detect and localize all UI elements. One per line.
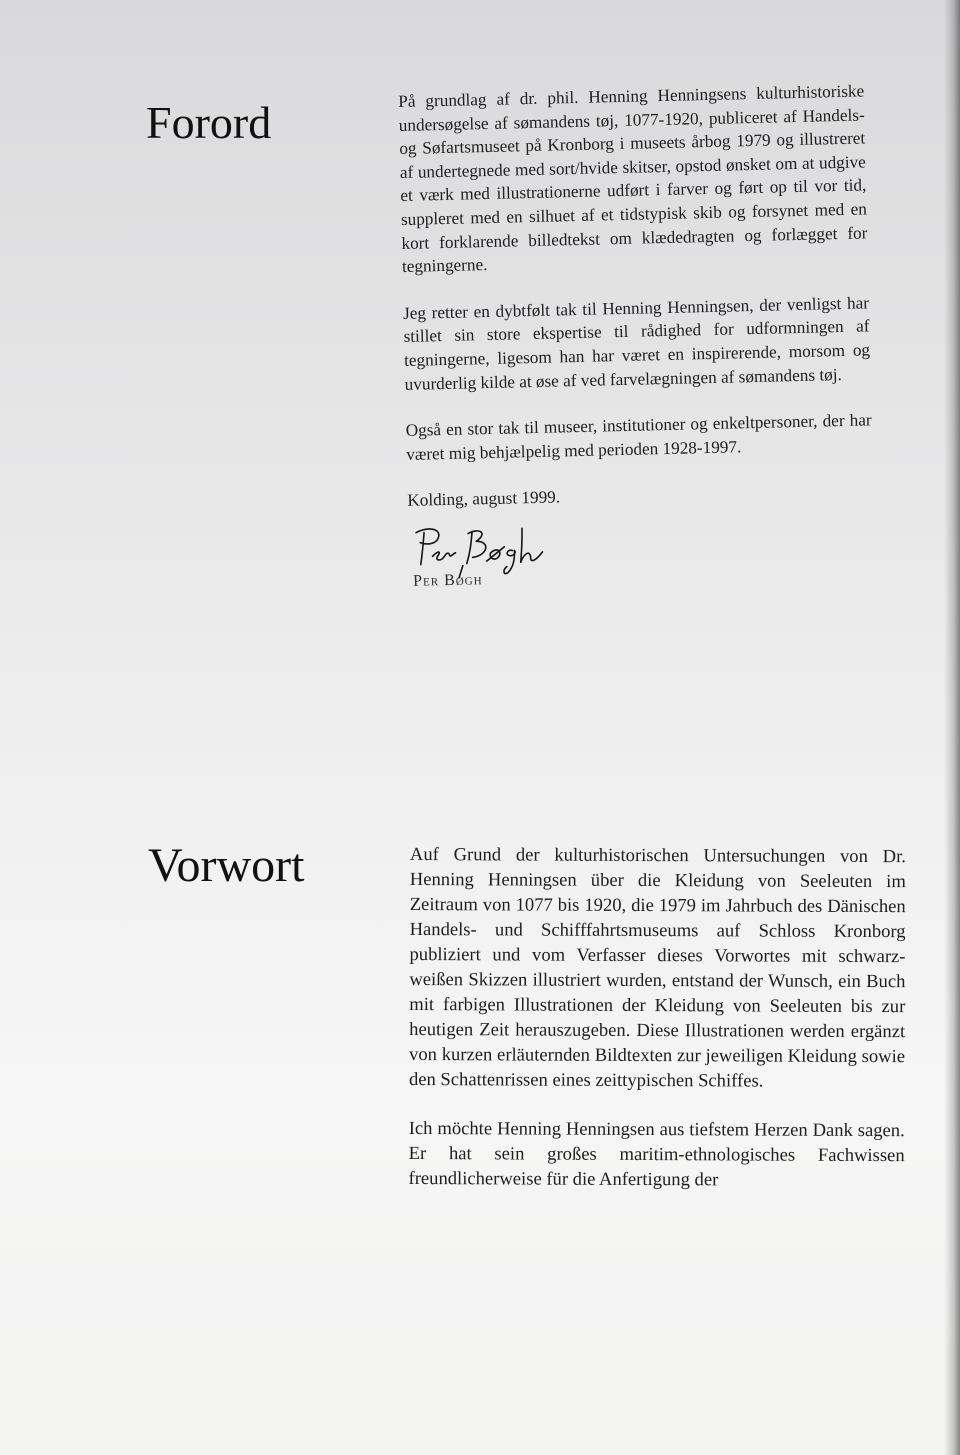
forord-paragraph-1: På grundlag af dr. phil. Henning Henningsens kulturhistoriske undersøgelse af sømandens tøj, 1077-1920, publiceret af Handels- og Søfartsmuseet på Kronborg i museets årbog 1979 og illustreret af undertegnede med sort/hvide skitser, opstod ønsket om at udgive et værk med illustrationerne udført i farver og ført op til vor tid, suppleret med en silhuet af et tidstypisk skib og forsynet med en kort forklarende billedtekst om klædedragten og forlægget for tegningerne. — [398, 81, 868, 277]
handwritten-signature — [408, 517, 559, 580]
vorwort-heading: Vorwort — [148, 839, 305, 892]
forord-text-block — [398, 79, 875, 598]
vorwort-paragraph-1: Auf Grund der kulturhistorischen Untersuchungen von Dr. Henning Henningsen über die Kleidung von Seeleuten im Zeitraum von 1077 bis 1920, die 1979 im Jahrbuch des Dänischen Handels- und Schifffahrtsmuseums auf Schloss Kronborg publiziert und vom Verfasser dieses Vorwortes mit schwarz-weißen Skizzen illustriert wurden, entstand der Wunsch, ein Buch mit farbigen Illustrationen der Kleidung von Seeleuten bis zur heutigen Zeit herauszugeben. Diese Illustrationen werden ergänzt von kurzen erläuternden Bildtexten zur jeweiligen Kleidung sowie den Schattenrissen eines zeittypischen Schiffes. — [408, 844, 906, 1092]
signature-name: Per Bøgh — [412, 571, 483, 590]
vorwort-text-block — [408, 842, 906, 1217]
signature-block — [408, 516, 610, 599]
forord-paragraph-3: Også en stor tak til museer, institutioner og enkeltpersoner, der har været mig behjælpelig med perioden 1928-1997. — [405, 410, 872, 464]
forord-heading: Forord — [146, 97, 272, 148]
forord-paragraph-2: Jeg retter en dybtfølt tak til Henning Henningsen, der venligst har stillet sin store ekspertise til rådighed for udformningen af tegningerne, ligesom han har været en inspirerende, morsom og uvurderlig kilde at øse af ved farvelægningen af sømandens tøj. — [402, 293, 871, 394]
place-date: Kolding, august 1999. — [407, 487, 561, 511]
vorwort-paragraph-2: Ich möchte Henning Henningsen aus tiefstem Herzen Dank sagen. Er hat sein großes maritim-ethnologisches Fachwissen freundlicherweise für die Anfertigung der — [408, 1117, 905, 1191]
page-edge-shadow — [944, 0, 960, 1455]
